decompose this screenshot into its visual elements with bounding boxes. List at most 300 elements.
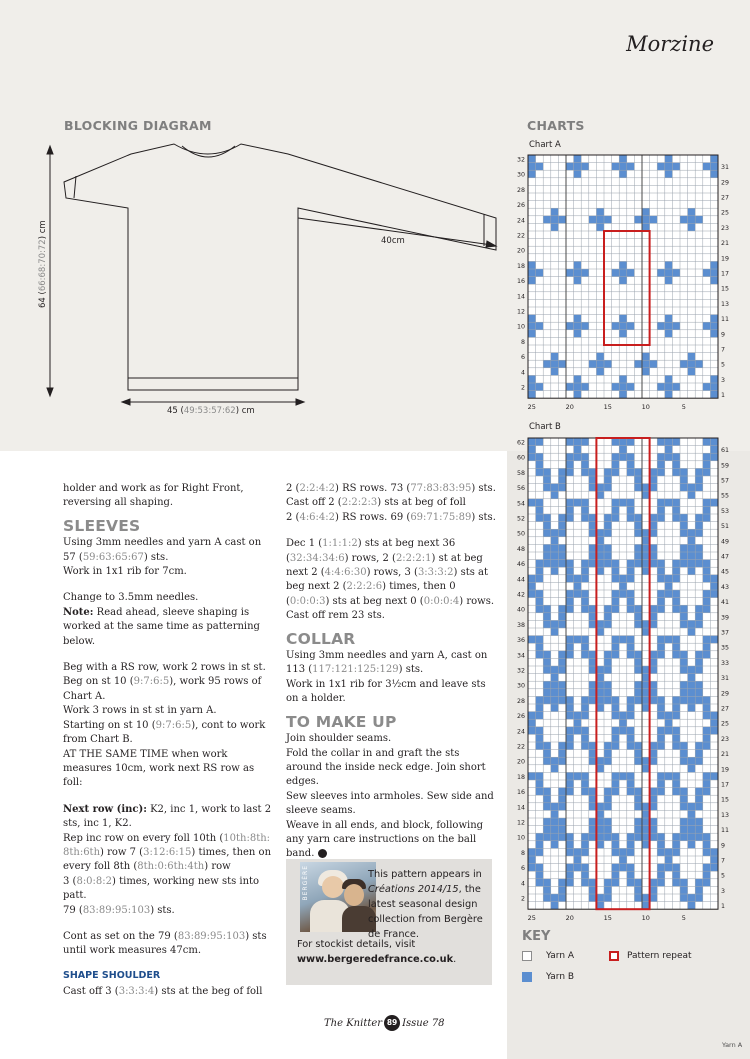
yarn-b-stitch [688,491,696,499]
yarn-b-stitch [536,269,544,277]
yarn-b-stitch [695,484,703,492]
yarn-b-stitch [543,742,551,750]
yarn-b-stitch [665,453,673,461]
yarn-b-stitch [703,322,711,330]
yarn-b-stitch [688,757,696,765]
yarn-b-stitch [650,826,658,834]
yarn-b-stitch [688,674,696,682]
row-label-left: 10 [516,834,525,842]
yarn-b-stitch [581,841,589,849]
sleeves-cast-on-line: Using 3mm needles and yarn A cast on [63,537,262,549]
yarn-b-stitch [536,780,544,788]
yarn-b-stitch [672,383,680,391]
row-label-left: 36 [516,637,525,645]
yarn-b-stitch [672,514,680,522]
yarn-b-stitch [672,499,680,507]
yarn-b-stitch [650,560,658,568]
row-label-left: 26 [516,202,525,210]
row-label-right: 17 [721,270,730,278]
yarn-b-stitch [657,461,665,469]
yarn-b-stitch [612,575,620,583]
yarn-b-stitch [634,620,642,628]
yarn-b-stitch [650,360,658,368]
yarn-b-stitch [680,529,688,537]
row-label-left: 52 [516,515,525,523]
yarn-b-stitch [688,529,696,537]
yarn-b-stitch [665,772,673,780]
yarn-b-stitch [657,772,665,780]
yarn-b-stitch [650,833,658,841]
yarn-b-stitch [657,864,665,872]
yarn-b-stitch [680,666,688,674]
yarn-b-stitch [627,696,635,704]
yarn-b-stitch [528,712,536,720]
yarn-b-stitch [589,613,597,621]
yarn-b-stitch [672,788,680,796]
yarn-b-stitch [581,499,589,507]
yarn-b-stitch [657,871,665,879]
yarn-b-stitch [619,453,627,461]
yarn-b-stitch [558,826,566,834]
yarn-b-stitch [703,636,711,644]
yarn-b-stitch [672,598,680,606]
row-label-right: 35 [721,644,730,652]
chart-a-instruction: Beg on st 10 (9:7:6:5), work 95 rows of Chart A. [63,676,262,702]
yarn-b-stitch [543,360,551,368]
yarn-b-stitch [634,742,642,750]
row-label-left: 14 [516,804,525,812]
yarn-b-stitch [581,879,589,887]
yarn-b-stitch [596,552,604,560]
page-footer: The Knitter 89 Issue 78 [324,1015,445,1031]
yarn-b-stitch [634,522,642,530]
yarn-b-stitch [536,567,544,575]
yarn-b-stitch [558,529,566,537]
yarn-b-stitch [657,712,665,720]
yarn-b-stitch [543,514,551,522]
yarn-b-stitch [574,446,582,454]
column-label: 15 [603,403,612,412]
yarn-b-stitch [589,360,597,368]
yarn-b-stitch [543,681,551,689]
yarn-b-stitch [634,879,642,887]
yarn-b-stitch [596,567,604,575]
yarn-b-stitch [604,795,612,803]
yarn-b-stitch [695,658,703,666]
yarn-b-stitch [543,894,551,902]
yarn-b-stitch [642,223,650,231]
yarn-b-stitch [536,833,544,841]
yarn-b-stitch [665,170,673,178]
yarn-b-stitch [642,674,650,682]
yarn-b-stitch [581,848,589,856]
yarn-b-stitch [612,848,620,856]
yarn-b-stitch [627,506,635,514]
row-label-right: 15 [721,285,730,293]
blocking-diagram-heading: BLOCKING DIAGRAM [64,118,212,133]
yarn-b-stitch [650,529,658,537]
yarn-b-stitch [574,575,582,583]
yarn-b-stitch [634,750,642,758]
yarn-b-stitch [581,742,589,750]
yarn-b-stitch [589,894,597,902]
yarn-b-stitch [574,848,582,856]
yarn-b-stitch [581,163,589,171]
row-label-left: 46 [516,561,525,569]
yarn-b-stitch [688,818,696,826]
yarn-b-stitch [612,383,620,391]
row-label-left: 24 [516,728,525,736]
stockist-info: For stockist details, visit www.bergeredefrance.co.uk. [297,939,457,965]
yarn-b-stitch [657,560,665,568]
yarn-b-stitch [627,833,635,841]
yarn-b-stitch [581,560,589,568]
row-label-left: 14 [516,293,525,301]
yarn-b-stitch [688,696,696,704]
yarn-b-stitch [642,681,650,689]
yarn-b-stitch [650,795,658,803]
yarn-b-stitch [604,833,612,841]
yarn-b-stitch [695,886,703,894]
yarn-b-stitch [627,453,635,461]
yarn-b-stitch [695,514,703,522]
yarn-b-stitch [558,742,566,750]
yarn-b-stitch [558,833,566,841]
yarn-b-stitch [558,757,566,765]
yarn-b-stitch [604,757,612,765]
yarn-b-stitch [596,560,604,568]
yarn-b-stitch [566,514,574,522]
yarn-b-stitch [672,742,680,750]
yarn-b-stitch [680,360,688,368]
yarn-b-stitch [672,841,680,849]
yarn-b-stitch [536,734,544,742]
yarn-b-stitch [528,719,536,727]
edge-note: Yarn A [722,1041,743,1049]
yarn-b-stitch [619,848,627,856]
yarn-b-stitch [634,544,642,552]
yarn-b-stitch [627,864,635,872]
yarn-b-stitch [650,696,658,704]
yarn-b-stitch [558,484,566,492]
row-label-right: 59 [721,462,730,470]
yarn-b-stitch [703,560,711,568]
yarn-b-stitch [574,163,582,171]
yarn-b-stitch [551,818,559,826]
charts-heading: CHARTS [527,118,585,133]
yarn-b-stitch [536,696,544,704]
chart-a-title: Chart A [529,140,561,150]
yarn-b-stitch [596,491,604,499]
yarn-b-stitch [650,689,658,697]
yarn-b-stitch [619,772,627,780]
yarn-b-stitch [695,750,703,758]
yarn-b-stitch [604,620,612,628]
yarn-b-stitch [581,780,589,788]
yarn-b-stitch [672,575,680,583]
yarn-b-stitch [574,383,582,391]
yarn-b-stitch [665,719,673,727]
yarn-b-stitch [612,742,620,750]
yarn-b-stitch [604,544,612,552]
yarn-b-stitch [528,636,536,644]
yarn-b-stitch [619,438,627,446]
yarn-b-stitch [589,216,597,224]
yarn-b-stitch [604,613,612,621]
yarn-b-stitch [672,848,680,856]
yarn-b-stitch [558,788,566,796]
yarn-b-stitch [657,163,665,171]
yarn-b-stitch [665,277,673,285]
yarn-b-stitch [627,560,635,568]
row-label-right: 19 [721,255,730,263]
yarn-b-stitch [710,848,718,856]
yarn-b-stitch [566,560,574,568]
yarn-b-stitch [665,163,673,171]
yarn-b-stitch [619,322,627,330]
yarn-b-stitch [688,368,696,376]
row-label-right: 9 [721,331,726,339]
yarn-b-stitch [558,818,566,826]
yarn-b-stitch [551,666,559,674]
yarn-b-stitch [574,330,582,338]
column-label: 20 [565,914,574,921]
yarn-b-stitch [642,620,650,628]
yarn-a-rows: Work 3 rows in st st in yarn A. [63,705,217,717]
next-row-inc: Next row (inc): K2, inc 1, work to last 2 sts, inc 1, K2. [63,803,272,830]
yarn-b-stitch [589,742,597,750]
yarn-b-stitch [642,704,650,712]
yarn-b-stitch [612,696,620,704]
yarn-b-stitch [650,658,658,666]
yarn-b-stitch [710,582,718,590]
yarn-b-stitch [574,438,582,446]
yarn-b-stitch [703,514,711,522]
yarn-b-stitch [665,582,673,590]
yarn-b-stitch [680,522,688,530]
yarn-b-stitch [528,277,536,285]
yarn-b-stitch [589,666,597,674]
row-label-right: 7 [721,346,726,354]
yarn-a-swatch [522,951,532,961]
yarn-b-stitch [543,689,551,697]
yarn-b-stitch [536,506,544,514]
yarn-b-stitch [543,788,551,796]
row-label-left: 32 [516,667,525,675]
yarn-b-stitch [536,383,544,391]
yarn-b-stitch [665,848,673,856]
yarn-b-stitch [528,330,536,338]
yarn-b-stitch [581,734,589,742]
yarn-b-stitch [528,453,536,461]
book-brand: BERGÈRE [302,865,309,901]
yarn-b-stitch [558,476,566,484]
yarn-b-stitch [657,643,665,651]
yarn-b-stitch [634,788,642,796]
yarn-b-stitch [650,605,658,613]
repeat-times-line: 3 (8:0:8:2) times, working new sts into patt. [63,875,260,902]
yarn-b-stitch [710,636,718,644]
yarn-b-stitch [566,605,574,613]
yarn-b-stitch [627,727,635,735]
yarn-b-stitch [627,636,635,644]
yarn-b-stitch [657,575,665,583]
collar-line [182,146,235,157]
yarn-b-stitch [589,833,597,841]
row-label-left: 42 [516,591,525,599]
collar-rib: Work in 1x1 rib for 3½cm and leave sts on a holder. [286,678,486,705]
yarn-b-stitch [657,605,665,613]
yarn-b-stitch [612,833,620,841]
yarn-b-stitch [634,894,642,902]
yarn-b-stitch [642,537,650,545]
yarn-b-stitch [566,499,574,507]
yarn-b-stitch [566,833,574,841]
yarn-b-stitch [680,757,688,765]
yarn-b-stitch [665,375,673,383]
yarn-b-stitch [710,575,718,583]
yarn-b-stitch [665,391,673,399]
yarn-b-stitch [672,567,680,575]
row-label-left: 40 [516,606,525,614]
yarn-b-stitch [528,438,536,446]
yarn-b-stitch [703,499,711,507]
yarn-b-stitch [695,605,703,613]
row-label-right: 23 [721,735,730,743]
yarn-b-stitch [574,170,582,178]
yarn-b-stitch [536,499,544,507]
column-label: 25 [527,403,536,412]
yarn-b-stitch [627,780,635,788]
yarn-b-stitch [657,727,665,735]
yarn-b-stitch [566,742,574,750]
yarn-b-stitch [566,643,574,651]
yarn-b-stitch [581,704,589,712]
stockist-link[interactable]: www.bergeredefrance.co.uk [297,954,454,965]
yarn-b-stitch [536,453,544,461]
yarn-b-stitch [634,681,642,689]
yarn-b-stitch [680,833,688,841]
yarn-b-stitch [688,216,696,224]
yarn-b-stitch [703,468,711,476]
yarn-b-stitch [642,666,650,674]
yarn-b-stitch [543,750,551,758]
row-label-right: 23 [721,224,730,232]
yarn-b-stitch [581,772,589,780]
yarn-b-stitch [642,544,650,552]
yarn-b-stitch [695,468,703,476]
continue-instruction: Cont as set on the 79 (83:89:95:103) sts until work measures 47cm. [63,930,267,957]
yarn-b-stitch [612,727,620,735]
yarn-b-stitch [710,391,718,399]
yarn-b-stitch [680,826,688,834]
yarn-b-stitch [680,605,688,613]
row-label-left: 30 [516,682,525,690]
yarn-b-stitch [566,772,574,780]
row-label-left: 44 [516,576,525,584]
yarn-b-stitch [657,468,665,476]
yarn-b-stitch [627,163,635,171]
row-label-right: 51 [721,523,730,531]
yarn-b-stitch [528,269,536,277]
yarn-b-stitch [551,353,559,361]
yarn-b-stitch [665,446,673,454]
row-label-right: 37 [721,629,730,637]
yarn-b-stitch [589,544,597,552]
yarn-b-stitch [612,871,620,879]
row-label-right: 27 [721,705,730,713]
yarn-b-stitch [688,552,696,560]
yarn-b-stitch [596,353,604,361]
yarn-b-stitch [657,598,665,606]
row-label-right: 47 [721,553,730,561]
yarn-b-stitch [657,742,665,750]
yarn-b-stitch [551,567,559,575]
yarn-b-stitch [650,803,658,811]
yarn-b-stitch [596,208,604,216]
yarn-b-stitch [665,712,673,720]
yarn-b-stitch [657,438,665,446]
yarn-b-stitch [634,605,642,613]
yarn-b-stitch [558,613,566,621]
yarn-b-stitch [710,446,718,454]
yarn-b-stitch [589,658,597,666]
yarn-b-stitch [528,575,536,583]
yarn-b-stitch [657,788,665,796]
yarn-b-stitch [688,208,696,216]
yarn-b-stitch [703,727,711,735]
yarn-b-stitch [543,803,551,811]
stitch-total-line: 79 (83:89:95:103) sts. [63,904,175,916]
row-label-right: 7 [721,857,726,865]
cast-off-two-line: Cast off 2 (2:2:2:3) sts at beg of foll [286,497,466,509]
yarn-b-stitch [543,795,551,803]
yarn-b-stitch [688,567,696,575]
yarn-b-stitch [574,375,582,383]
yarn-b-stitch [642,818,650,826]
yarn-b-stitch [551,544,559,552]
yarn-b-stitch [695,360,703,368]
cast-off-remaining: Cast off rem 23 sts. [286,610,385,622]
yarn-b-stitch [604,529,612,537]
yarn-b-stitch [650,879,658,887]
collar-heading: COLLAR [286,629,356,648]
yarn-b-stitch [566,734,574,742]
yarn-b-stitch [566,712,574,720]
yarn-b-stitch [589,696,597,704]
row-label-right: 53 [721,507,730,515]
yarn-b-stitch [574,322,582,330]
yarn-b-stitch [710,772,718,780]
yarn-b-stitch [703,605,711,613]
yarn-b-stitch [680,681,688,689]
yarn-b-stitch [566,848,574,856]
yarn-b-stitch [581,383,589,391]
yarn-b-stitch [703,651,711,659]
yarn-b-stitch [650,886,658,894]
yarn-b-stitch [650,613,658,621]
make-up-heading: TO MAKE UP [286,712,397,731]
yarn-b-stitch [672,461,680,469]
yarn-b-stitch [558,468,566,476]
yarn-b-stitch [680,696,688,704]
yarn-b-stitch [695,552,703,560]
yarn-b-stitch [574,719,582,727]
yarn-b-stitch [596,681,604,689]
chart-b-title: Chart B [529,422,561,432]
sleeves-stitch-count: 57 (59:63:65:67) sts. [63,551,169,563]
row-label-left: 32 [516,156,525,164]
